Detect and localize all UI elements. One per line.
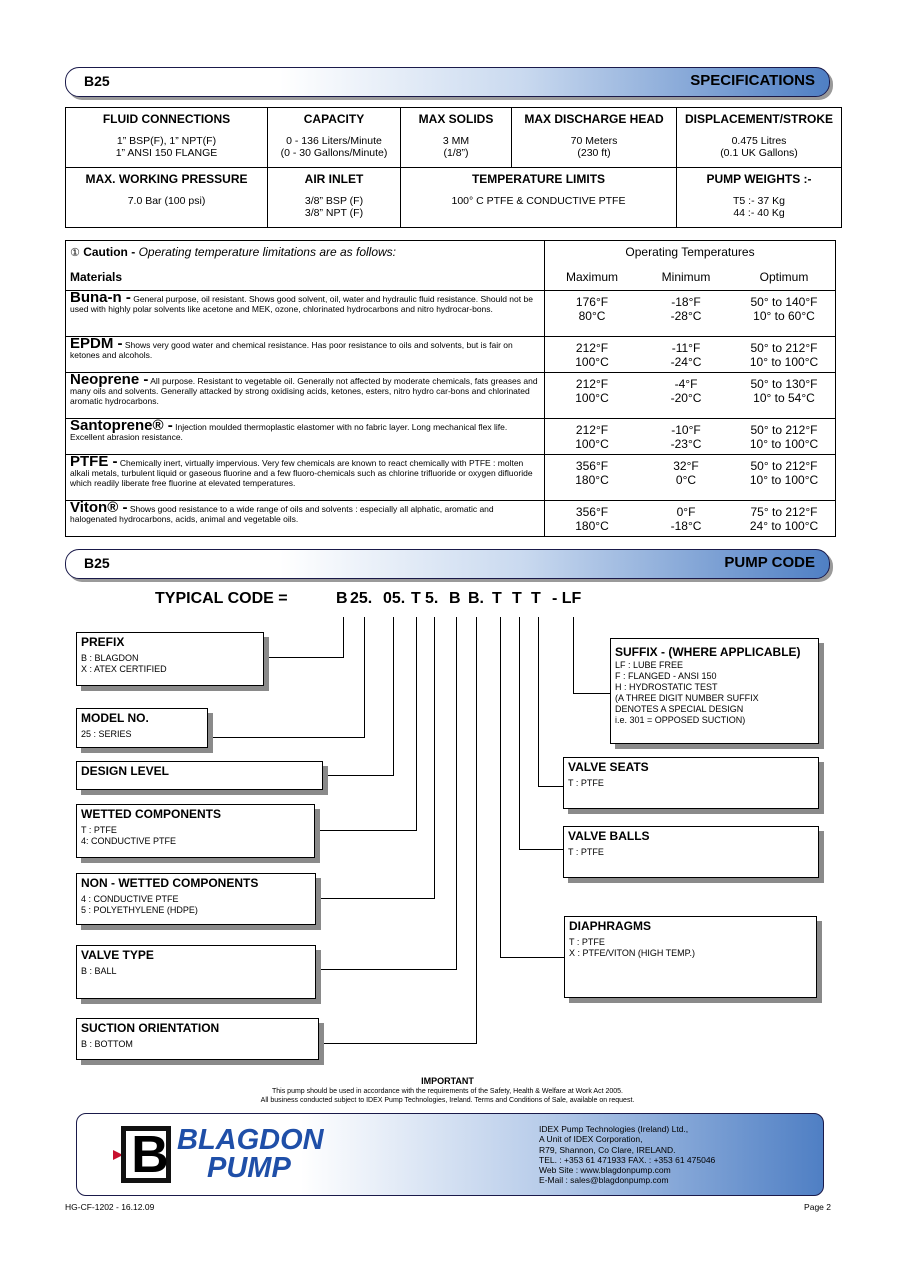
model-label: B25: [84, 73, 110, 89]
suffix-box: SUFFIX - (WHERE APPLICABLE) LF : LUBE FREE F : FLANGED - ANSI 150 H : HYDROSTATIC TEST (A THREE DIGIT NUMBER SUFFIX DENOTES A SPECIAL DESIGN i.e. 301 = OPPOSED SUCTION): [610, 638, 819, 744]
company-address: IDEX Pump Technologies (Ireland) Ltd., A Unit of IDEX Corporation, R79, Shannon, Co Clare, IRELAND. TEL. : +353 61 471933 FAX. : +353 61 475046 Web Site : www.blagdonpump.com E-Mail : sales@blagdonpump.com: [539, 1124, 716, 1186]
typical-code-label: TYPICAL CODE =: [155, 590, 288, 607]
materials-table: [65, 240, 836, 537]
important-line: All business conducted subject to IDEX Pump Technologies, Ireland. Terms and Conditions of Sale, available on request.: [260, 1097, 635, 1104]
valve-balls-box: VALVE BALLS T : PTFE: [563, 826, 819, 878]
code-part: 05.: [383, 590, 406, 607]
model-label: B25: [84, 555, 110, 571]
wetted-components-box: WETTED COMPONENTS T : PTFE 4: CONDUCTIVE PTFE: [76, 804, 315, 858]
operating-temperatures-heading: Operating Temperatures: [545, 241, 836, 263]
code-part: T: [492, 590, 502, 607]
valve-seats-box: VALVE SEATS T : PTFE: [563, 757, 819, 809]
pump-code-header-bar: [65, 549, 830, 579]
document-reference: HG-CF-1202 - 16.12.09: [65, 1202, 155, 1212]
materials-rows: [66, 291, 836, 537]
code-part: 25.: [350, 590, 373, 607]
materials-heading: Materials: [66, 263, 545, 291]
spec-cell: CAPACITY 0 - 136 Liters/Minute (0 - 30 Gallons/Minute): [268, 108, 401, 168]
material-row: Neoprene - All purpose. Resistant to vegetable oil. Generally not affected by moderate chemicals, fats greases and many oils and solvents. Generally attacked by strong oxidising acids, ketones, esters, nitro hydro car-bons and chlorinated aromatic hydrocarbons. 212°F 100°C -4°F -20°C 50° to 130°F 10° to 54°C: [66, 373, 836, 419]
spec-cell: AIR INLET 3/8” BSP (F) 3/8” NPT (F): [268, 168, 401, 228]
spec-cell: MAX DISCHARGE HEAD 70 Meters (230 ft): [512, 108, 677, 168]
specifications-header-bar: [65, 67, 830, 97]
code-part: B.: [468, 590, 484, 607]
maximum-heading: Maximum: [565, 269, 618, 284]
specifications-table: [65, 107, 842, 228]
important-line: This pump should be used in accordance with the requirements of the Safety, Health & Welfare at Work Act 2005.: [272, 1088, 623, 1095]
material-row: EPDM - Shows very good water and chemical resistance. Has poor resistance to oils and solvents, but is fair on ketones and alcohols. 212°F 100°C -11°F -24°C 50° to 212°F 10° to 100°C: [66, 337, 836, 373]
spec-cell: PUMP WEIGHTS :- T5 :- 37 Kg 44 :- 40 Kg: [677, 168, 842, 228]
code-part: B: [336, 590, 348, 607]
code-part: T: [531, 590, 541, 607]
blagdon-logo-mark: [113, 1125, 171, 1185]
non-wetted-components-box: NON - WETTED COMPONENTS 4 : CONDUCTIVE PTFE 5 : POLYETHYLENE (HDPE): [76, 873, 316, 925]
caution-cell: ① Caution - Operating temperature limitations are as follows:: [66, 241, 545, 263]
material-row: Santoprene® - Injection moulded thermoplastic elastomer with no fabric layer. Long mechanical flex life. Excellent abrasion resistance. 212°F 100°C -10°F -23°C 50° to 212°F 10° to 100°C: [66, 419, 836, 455]
code-part: 5.: [425, 590, 439, 607]
spec-cell: DISPLACEMENT/STROKE 0.475 Litres (0.1 UK Gallons): [677, 108, 842, 168]
important-notice: [150, 1076, 745, 1105]
code-part: B: [449, 590, 461, 607]
spec-cell: FLUID CONNECTIONS 1” BSP(F), 1” NPT(F) 1” ANSI 150 FLANGE: [66, 108, 268, 168]
suction-orientation-box: SUCTION ORIENTATION B : BOTTOM: [76, 1018, 319, 1060]
logo-letter: B: [131, 1126, 169, 1184]
code-part: - LF: [552, 590, 582, 607]
code-part: T: [411, 590, 421, 607]
diaphragms-box: DIAPHRAGMS T : PTFE X : PTFE/VITON (HIGH TEMP.): [564, 916, 817, 998]
material-row: Buna-n - General purpose, oil resistant. Shows good solvent, oil, water and hydraulic fluid resistance. Should not be used with highly polar solvents like acetone and MEK, ozone, chlorinated hydrocarbons and nitro hydrocar-bons. 176°F 80°C -18°F -28°C 50° to 140°F 10° to 60°C: [66, 291, 836, 337]
minimum-heading: Minimum: [661, 269, 711, 284]
blagdon-pump-logo: BLAGDON PUMP: [177, 1124, 324, 1184]
design-level-box: DESIGN LEVEL: [76, 761, 323, 790]
spec-cell: MAX SOLIDS 3 MM (1/8”): [401, 108, 512, 168]
model-number-box: MODEL NO. 25 : SERIES: [76, 708, 208, 748]
page-number: Page 2: [804, 1202, 831, 1212]
section-title: SPECIFICATIONS: [690, 72, 815, 89]
spec-cell: TEMPERATURE LIMITS 100° C PTFE & CONDUCTIVE PTFE: [401, 168, 677, 228]
important-title: IMPORTANT: [421, 1076, 474, 1086]
footer-box: [76, 1113, 824, 1196]
material-row: Viton® - Shows good resistance to a wide range of oils and solvents : especially all alphatic, aromatic and halogenated hydrocarbons, acids, animal and vegetable oils. 356°F 180°C 0°F -18°C 75° to 212°F 24° to 100°C: [66, 501, 836, 537]
valve-type-box: VALVE TYPE B : BALL: [76, 945, 316, 999]
caution-icon: ①: [70, 247, 80, 259]
section-title: PUMP CODE: [724, 554, 815, 571]
prefix-box: PREFIX B : BLAGDON X : ATEX CERTIFIED: [76, 632, 264, 686]
spec-cell: MAX. WORKING PRESSURE 7.0 Bar (100 psi): [66, 168, 268, 228]
material-row: PTFE - Chemically inert, virtually impervious. Very few chemicals are known to react chemically with PTFE : molten alkali metals, turbulent liquid or gaseous fluorine and a few fluoro-chemicals such as chlorine trifluoride or oxygen difluoride which readily liberate free fluorine at elevated temperatures. 356°F 180°C 32°F 0°C 50° to 212°F 10° to 100°C: [66, 455, 836, 501]
optimum-heading: Optimum: [733, 263, 836, 291]
code-part: T: [512, 590, 522, 607]
